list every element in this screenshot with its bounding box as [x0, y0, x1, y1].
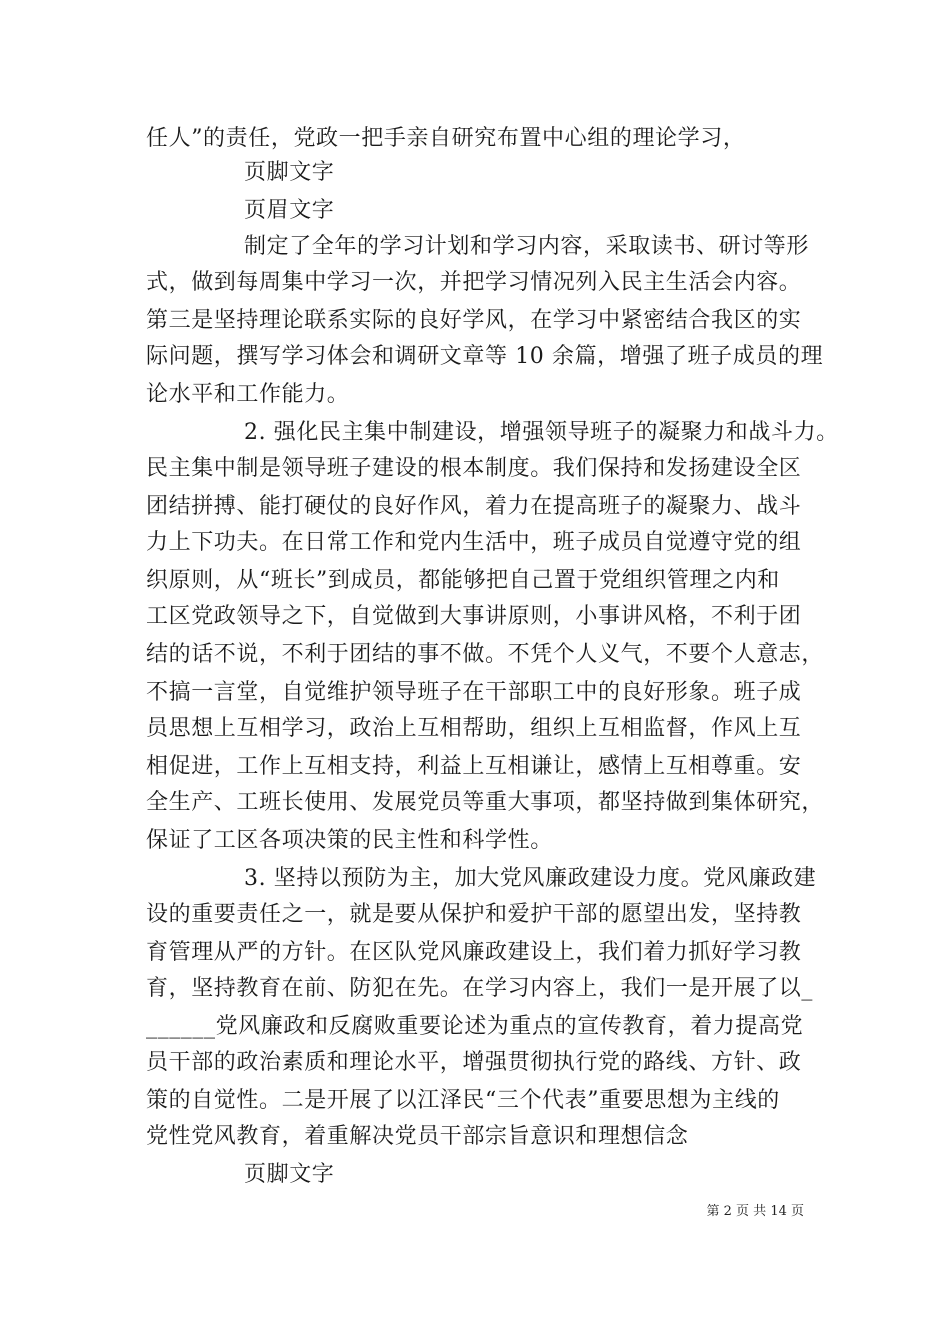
text-line: 党性党风教育，着重解决党员干部宗旨意识和理想信念 — [146, 1124, 689, 1149]
text-line: 任人”的责任，党政一把手亲自研究布置中心组的理论学习， — [146, 126, 746, 151]
text-line: 制定了全年的学习计划和学习内容，采取读书、研讨等形 — [244, 234, 810, 259]
text-line: 团结拼搏、能打硬仗的良好作风，着力在提高班子的凝聚力、战斗 — [146, 494, 802, 519]
text-line: 设的重要责任之一，就是要从保护和爱护干部的愿望出发，坚持教 — [146, 902, 802, 927]
text-line: 式，做到每周集中学习一次，并把学习情况列入民主生活会内容。 — [146, 270, 802, 295]
text-line: 全生产、工班长使用、发展党员等重大事项，都坚持做到集体研究， — [146, 790, 825, 815]
section-heading-3: 3. 坚持以预防为主，加大党风廉政建设力度。党风廉政建 — [244, 866, 817, 891]
text-line: 育，坚持教育在前、防犯在先。在学习内容上，我们一是开展了以_ — [146, 976, 814, 1001]
text-line: 相促进，工作上互相支持，利益上互相谦让，感情上互相尊重。安 — [146, 754, 802, 779]
text-line: 第三是坚持理论联系实际的良好学风，在学习中紧密结合我区的实 — [146, 308, 802, 333]
section-heading-2: 2. 强化民主集中制建设，增强领导班子的凝聚力和战斗力。 — [244, 420, 839, 445]
text-line: 论水平和工作能力。 — [146, 382, 350, 407]
footer-placeholder-text: 页脚文字 — [244, 1162, 335, 1187]
text-line: 策的自觉性。二是开展了以江泽民“三个代表”重要思想为主线的 — [146, 1088, 780, 1113]
text-line: 民主集中制是领导班子建设的根本制度。我们保持和发扬建设全区 — [146, 456, 802, 481]
text-line: ______党风廉政和反腐败重要论述为重点的宣传教育，着力提高党 — [146, 1014, 804, 1039]
text-line: 员思想上互相学习，政治上互相帮助，组织上互相监督，作风上互 — [146, 716, 802, 741]
text-line: 育管理从严的方针。在区队党风廉政建设上，我们着力抓好学习教 — [146, 940, 802, 965]
footer-placeholder-text: 页脚文字 — [244, 160, 335, 185]
text-line: 织原则，从“班长”到成员，都能够把自己置于党组织管理之内和 — [146, 568, 780, 593]
text-line: 员干部的政治素质和理论水平，增强贯彻执行党的路线、方针、政 — [146, 1050, 802, 1075]
text-line: 际问题，撰写学习体会和调研文章等 10 余篇，增强了班子成员的理 — [146, 344, 824, 369]
text-line: 结的话不说，不利于团结的事不做。不凭个人义气，不要个人意志， — [146, 642, 825, 667]
page-number: 第 2 页 共 14 页 — [706, 1204, 804, 1219]
header-placeholder-text: 页眉文字 — [244, 198, 335, 223]
text-line: 不搞一言堂，自觉维护领导班子在干部职工中的良好形象。班子成 — [146, 680, 802, 705]
text-line: 工区党政领导之下，自觉做到大事讲原则，小事讲风格，不利于团 — [146, 604, 802, 629]
text-line: 力上下功夫。在日常工作和党内生活中，班子成员自觉遵守党的组 — [146, 530, 802, 555]
text-line: 保证了工区各项决策的民主性和科学性。 — [146, 828, 553, 853]
